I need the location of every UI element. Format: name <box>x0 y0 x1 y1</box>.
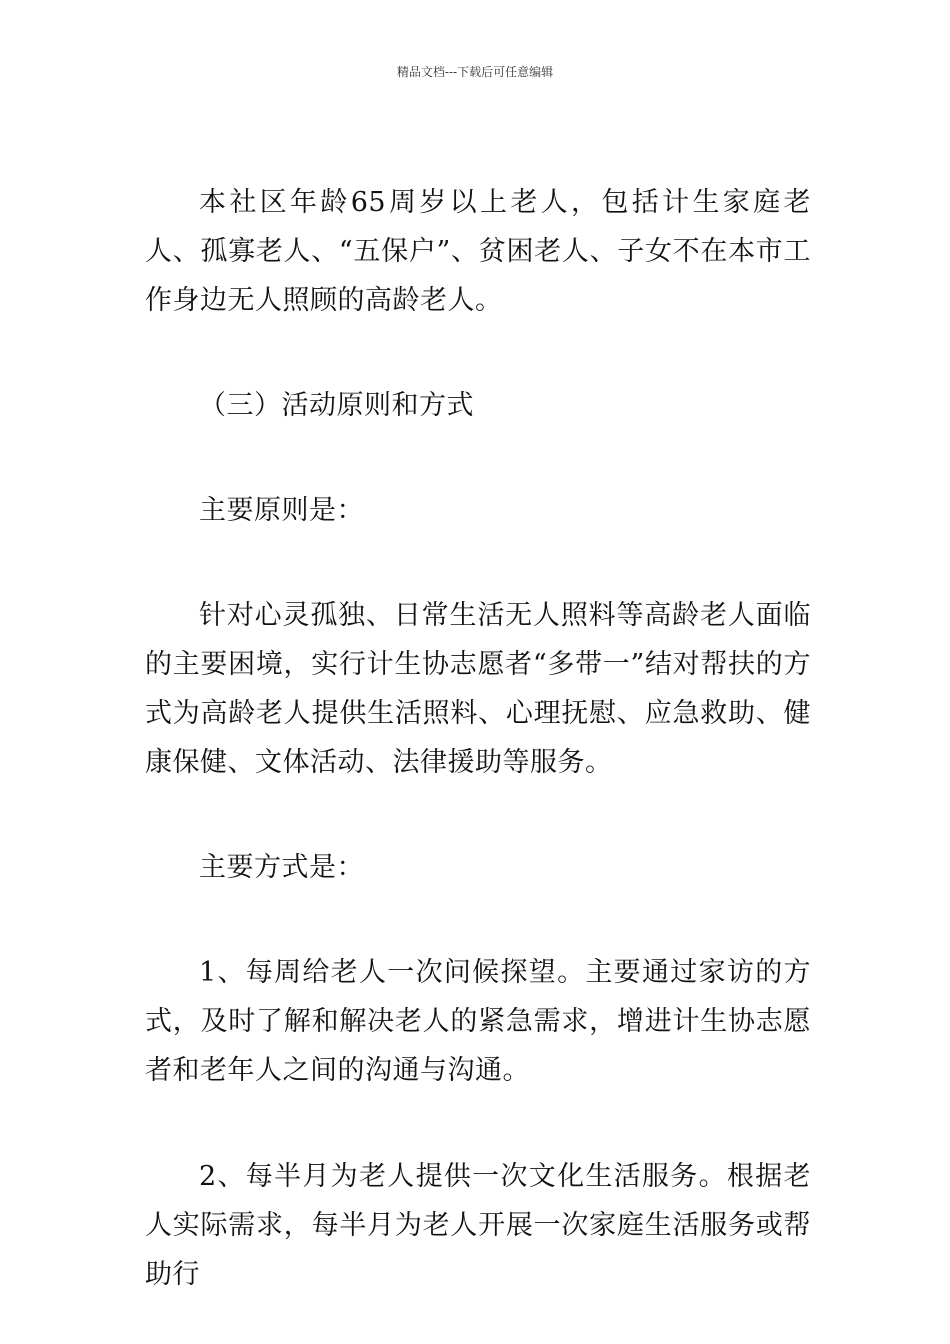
paragraph-methods-label: 主要方式是： <box>199 852 364 883</box>
paragraph-principles: 针对心灵孤独、日常生活无人照料等高龄老人面临的主要困境，实行计生协志愿者“多带一”结对帮扶的方式为高龄老人提供生活照料、心理抚慰、应急救助、健康保健、文体活动、法律援助等服务。 <box>145 600 811 778</box>
document-body <box>145 178 811 1299</box>
page-header: 精品文档---下载后可任意编辑 <box>396 65 554 79</box>
paragraph-principles-label: 主要原则是： <box>199 495 364 526</box>
paragraph-method-2: 2、每半月为老人提供一次文化生活服务。根据老人实际需求，每半月为老人开展一次家庭生活服务或帮助行 <box>145 1161 811 1290</box>
section-heading-principles: （三）活动原则和方式 <box>199 390 474 421</box>
paragraph-method-1: 1、每周给老人一次问候探望。主要通过家访的方式，及时了解和解决老人的紧急需求，增进计生协志愿者和老年人之间的沟通与沟通。 <box>145 957 811 1086</box>
paragraph-eligible-elderly: 本社区年龄65周岁以上老人，包括计生家庭老人、孤寡老人、“五保户”、贫困老人、子女不在本市工作身边无人照顾的高龄老人。 <box>145 187 811 316</box>
